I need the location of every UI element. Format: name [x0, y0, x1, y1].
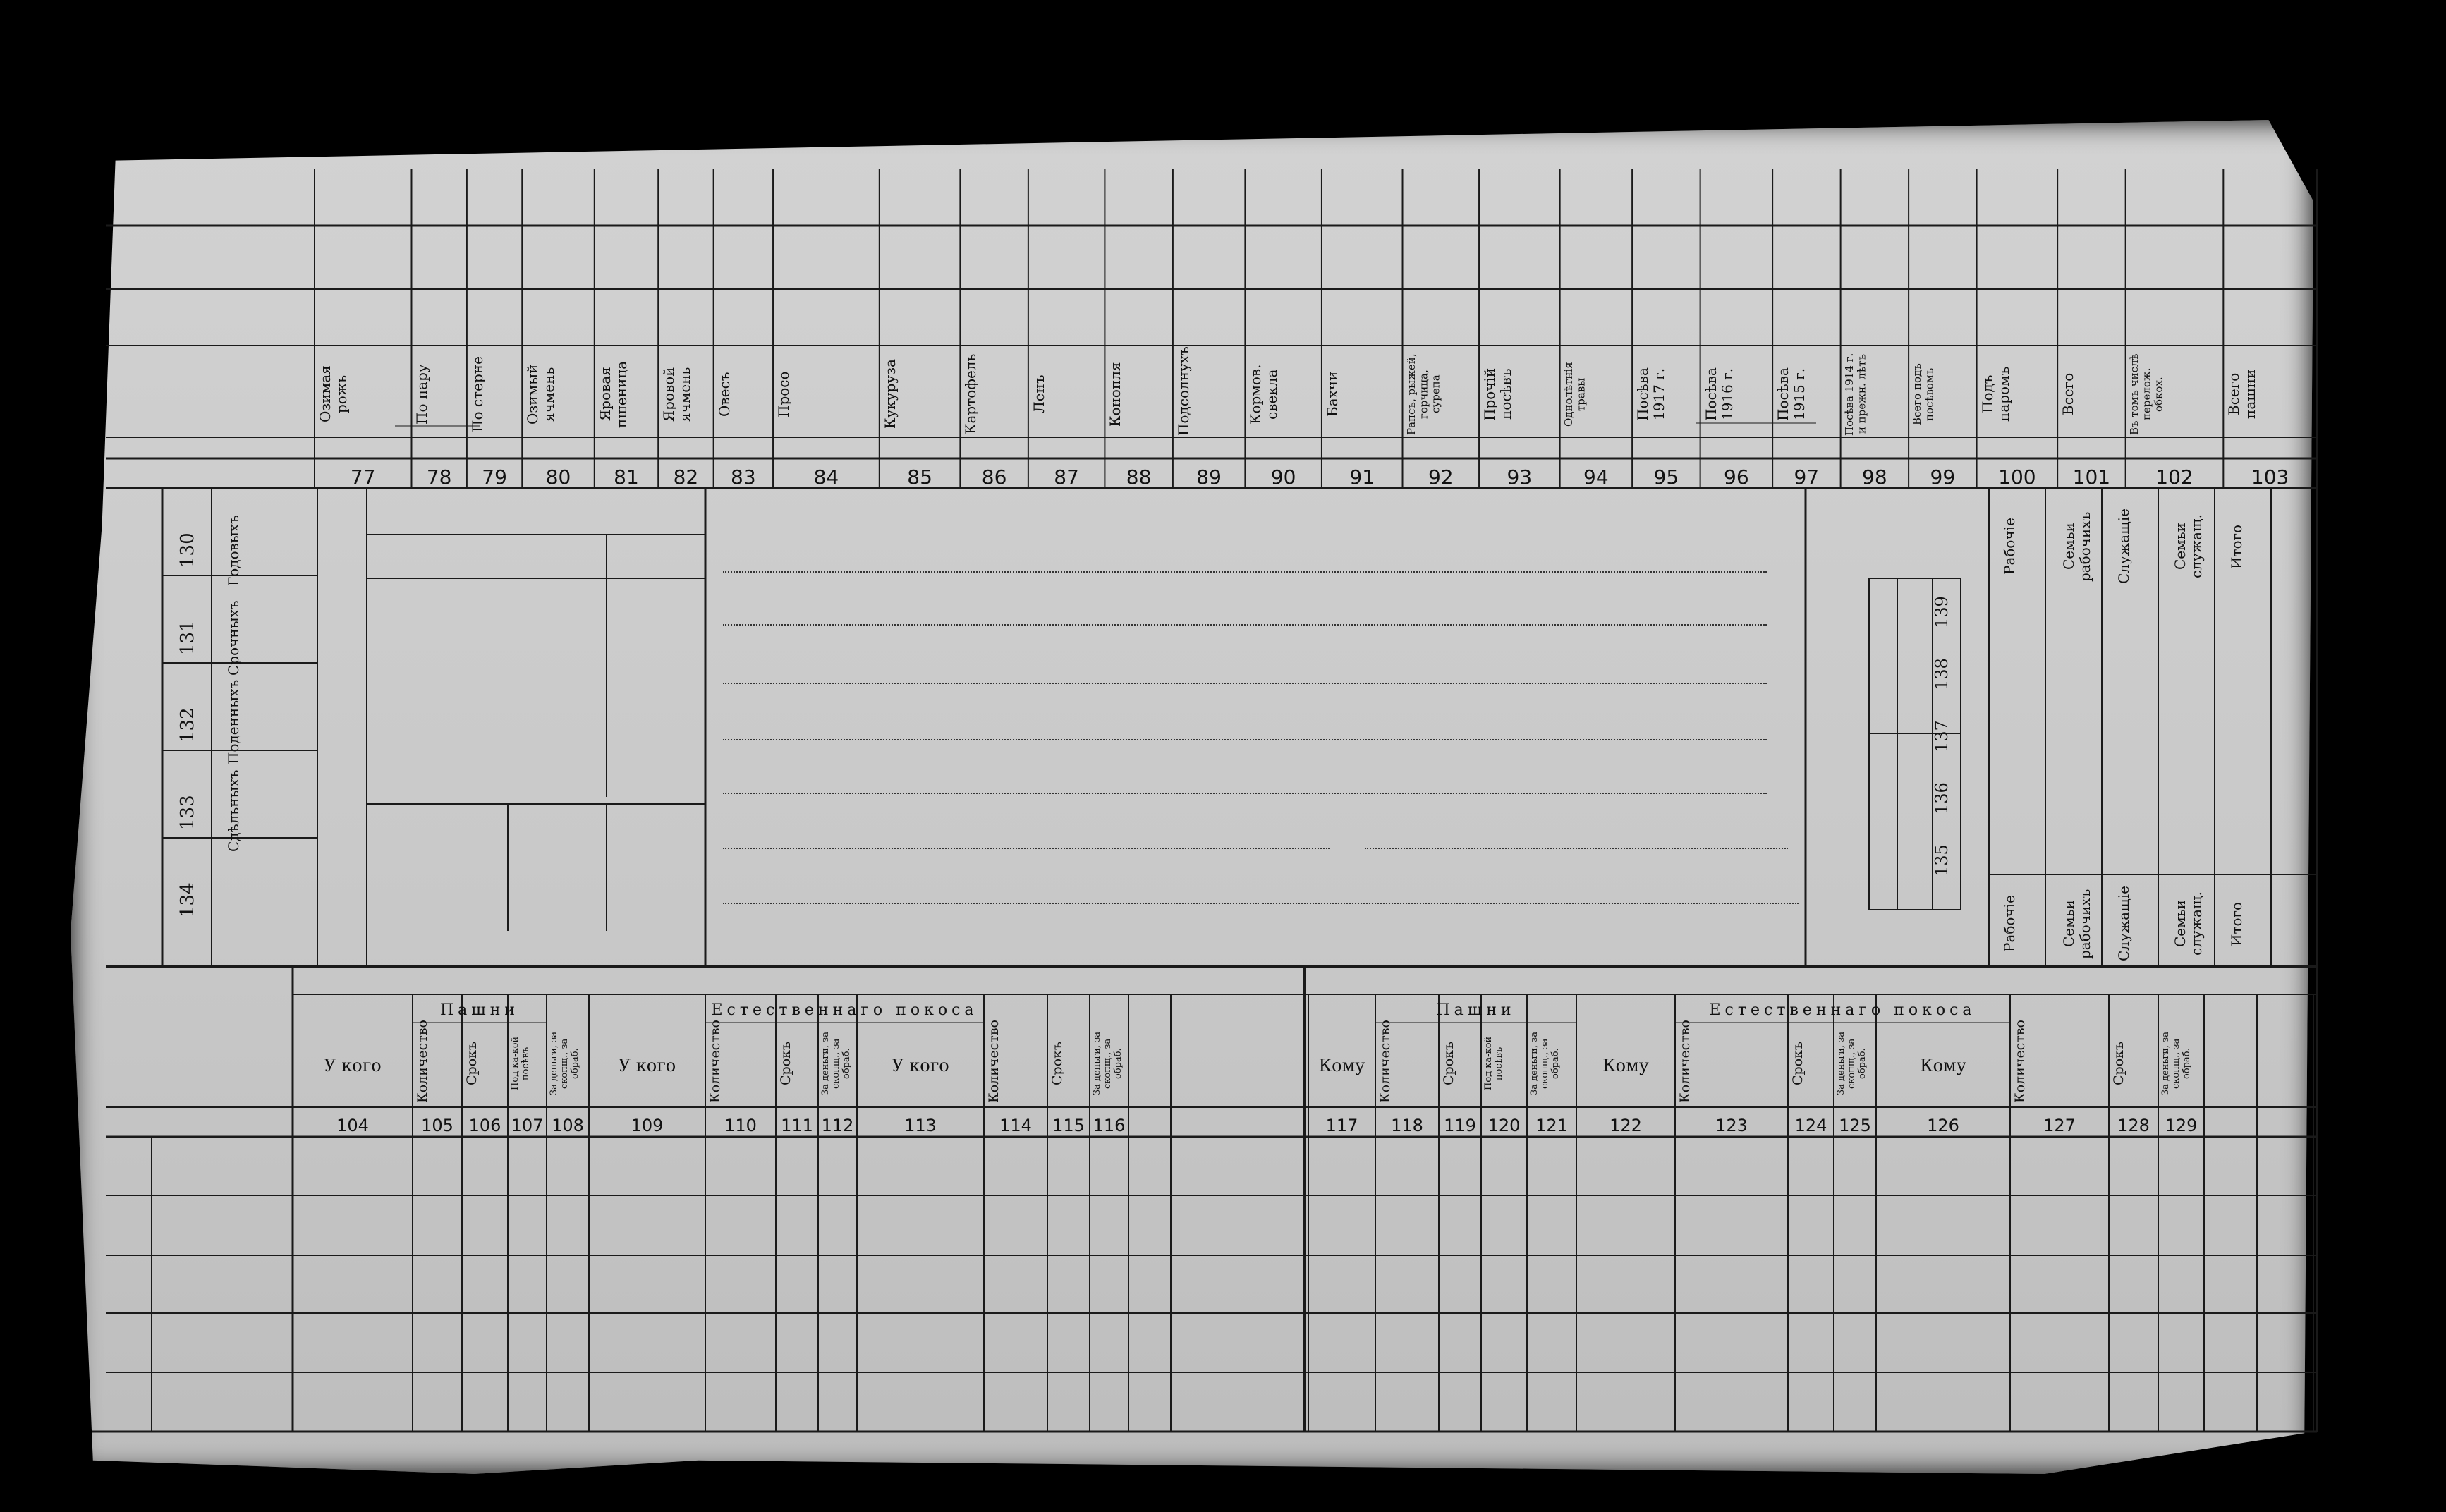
private-line-1 [723, 571, 1767, 573]
private-line-3 [723, 683, 1767, 684]
crop-num-89: 89 [1196, 465, 1222, 489]
crop-label-85: Кукуруза [881, 359, 899, 429]
sdacha-header-118: Количество [1377, 1020, 1393, 1103]
sdacha-num-118: 118 [1391, 1116, 1423, 1135]
labor-num-131: 131 [177, 620, 198, 655]
arenda-num-106: 106 [468, 1116, 501, 1135]
crop-label-102: Въ томъ числѣ перелож. обкох. [2127, 353, 2165, 435]
crop-label-79: По стерне [468, 356, 486, 432]
crop-label-77: Озимая рожь [317, 365, 350, 423]
population-num-135: 135 [1932, 844, 1952, 877]
crop-num-94: 94 [1583, 465, 1609, 489]
sdacha-num-128: 128 [2117, 1116, 2150, 1135]
crop-label-87: Ленъ [1030, 374, 1047, 414]
crop-label-80: Озимый ячмень [524, 364, 558, 425]
crop-label-89: Подсолнухъ [1174, 346, 1192, 436]
sdacha-header-125: За деньги, за скопщ., за обраб. [1836, 1032, 1868, 1096]
crop-label-84: Просо [775, 371, 793, 417]
worker-col-0-bot: Рабочіе [2001, 895, 2018, 953]
worker-col-4-bot: Итого [2228, 901, 2245, 946]
crop-num-101: 101 [2072, 465, 2111, 489]
arenda-num-112: 112 [821, 1116, 854, 1135]
labor-num-134: 134 [177, 882, 198, 917]
crop-num-93: 93 [1507, 465, 1533, 489]
worker-col-2-bot: Служащіе [2115, 886, 2132, 962]
crop-num-92: 92 [1428, 465, 1454, 489]
crop-label-93: Прочій посѣвъ [1481, 367, 1515, 421]
sdacha-pashni: Пашни [1436, 1001, 1516, 1019]
crop-num-80: 80 [545, 465, 571, 489]
sdacha-num-117: 117 [1325, 1116, 1358, 1135]
crop-num-95: 95 [1653, 465, 1679, 489]
crop-label-88: Конопля [1107, 362, 1124, 427]
crop-num-85: 85 [907, 465, 932, 489]
sdacha-header-120: Под ка-кой посѣвъ [1483, 1036, 1504, 1091]
crop-label-83: Овесъ [715, 372, 733, 417]
population-num-136: 136 [1932, 782, 1952, 815]
arenda-header-104: У кого [324, 1056, 382, 1075]
crop-num-91: 91 [1349, 465, 1375, 489]
labor-label-133: Сдѣльныхъ [225, 769, 242, 852]
sdacha-num-127: 127 [2043, 1116, 2076, 1135]
arenda-num-116: 116 [1093, 1116, 1126, 1135]
labor-label-131: Срочныхъ [225, 600, 242, 676]
arenda-num-108: 108 [552, 1116, 584, 1135]
crop-label-82: Яровой ячмень [660, 367, 694, 422]
crop-num-84: 84 [813, 465, 839, 489]
arenda-header-108: За деньги, за скопщ., за обраб. [549, 1032, 580, 1096]
crop-label-95: Посѣва 1917 г. [1634, 367, 1668, 421]
worker-col-3-bot: Семьи служащ. [2172, 891, 2205, 956]
worker-col-3-top: Семьи служащ. [2172, 514, 2205, 579]
sdacha-num-119: 119 [1444, 1116, 1476, 1135]
crop-num-98: 98 [1862, 465, 1887, 489]
distance-village [1365, 848, 1788, 849]
private-line-4 [723, 739, 1767, 740]
crop-num-82: 82 [673, 465, 699, 489]
crop-num-79: 79 [482, 465, 507, 489]
worker-col-1-top: Семьи рабочихъ [2060, 511, 2093, 582]
sdacha-header-117: Кому [1318, 1056, 1365, 1075]
sdacha-num-124: 124 [1794, 1116, 1827, 1135]
arenda-num-104: 104 [336, 1116, 369, 1135]
crop-num-77: 77 [350, 465, 376, 489]
crop-num-100: 100 [1998, 465, 2036, 489]
labor-num-132: 132 [177, 707, 198, 743]
crop-num-102: 102 [2155, 465, 2194, 489]
group-nadelnykh [93, 1141, 135, 1254]
crop-num-81: 81 [614, 465, 639, 489]
crop-num-99: 99 [1930, 465, 1956, 489]
sdacha-num-120: 120 [1487, 1116, 1521, 1135]
sdacha-header-122: Кому [1602, 1056, 1649, 1075]
arenda-header-107: Под ка-кой посѣвъ [510, 1036, 531, 1091]
sdacha-header-129: За деньги, за скопщ., за обраб. [2160, 1032, 2192, 1096]
crop-num-103: 103 [2251, 465, 2289, 489]
labor-num-130: 130 [177, 532, 198, 568]
arenda-header-116: За деньги, за скопщ., за обраб. [1092, 1032, 1124, 1096]
crop-num-87: 87 [1054, 465, 1079, 489]
crop-label-96: Посѣва 1916 г. [1702, 367, 1736, 421]
sdacha-num-123: 123 [1715, 1116, 1748, 1135]
arenda-header-113: У кого [892, 1056, 949, 1075]
arenda-num-109: 109 [631, 1116, 664, 1135]
sdacha-header-121: За деньги, за скопщ., за обраб. [1529, 1032, 1561, 1096]
arenda-num-105: 105 [421, 1116, 454, 1135]
sdacha-pokos: Естественнаго покоса [1709, 1001, 1976, 1019]
arenda-pashni: Пашни [439, 1001, 520, 1019]
crop-label-78: По пару [413, 364, 431, 425]
sdacha-header-128: Срокъ [2111, 1041, 2126, 1086]
arenda-header-111: Срокъ [778, 1041, 793, 1086]
private-line-7 [723, 903, 1259, 904]
distance-market [1262, 903, 1799, 904]
worker-col-1-bot: Семьи рабочихъ [2060, 889, 2093, 959]
arenda-header-105: Количество [415, 1020, 430, 1103]
population-num-139: 139 [1932, 596, 1952, 628]
arenda-num-115: 115 [1052, 1116, 1085, 1135]
crop-num-83: 83 [731, 465, 756, 489]
crop-num-97: 97 [1794, 465, 1820, 489]
group-nenadelnykh [93, 1262, 135, 1410]
labor-num-133: 133 [177, 795, 198, 830]
worker-col-4-top: Итого [2228, 524, 2245, 569]
arenda-num-110: 110 [724, 1116, 757, 1135]
crop-num-90: 90 [1270, 465, 1296, 489]
crop-num-78: 78 [426, 465, 452, 489]
sdacha-num-126: 126 [1927, 1116, 1959, 1135]
sdacha-num-122: 122 [1610, 1116, 1642, 1135]
hired-labor-vertical [324, 508, 374, 945]
population-vertical [1807, 508, 1866, 959]
crop-num-86: 86 [981, 465, 1007, 489]
sdacha-header-124: Срокъ [1790, 1041, 1806, 1086]
sdacha-header-119: Срокъ [1441, 1041, 1456, 1086]
crop-label-100: Подъ паромъ [1978, 366, 2012, 422]
crop-label-101: Всего [2059, 372, 2077, 416]
crop-label-81: Яровая пшеница [596, 360, 630, 428]
arenda-num-114: 114 [999, 1116, 1032, 1135]
labor-label-132: Поденныхъ [225, 679, 242, 764]
private-line-6 [723, 848, 1330, 849]
crop-num-88: 88 [1126, 465, 1152, 489]
arenda-pokos: Естественнаго покоса [711, 1001, 978, 1019]
crop-num-96: 96 [1724, 465, 1749, 489]
crop-label-97: Посѣва 1915 г. [1775, 367, 1808, 421]
sdacha-num-121: 121 [1535, 1116, 1568, 1135]
sdacha-header-126: Кому [1920, 1056, 1966, 1075]
population-num-138: 138 [1932, 658, 1952, 690]
sdacha-num-125: 125 [1839, 1116, 1871, 1135]
crop-label-99: Всего подъ посѣвомъ [1911, 363, 1936, 425]
sdacha-num-129: 129 [2165, 1116, 2198, 1135]
arenda-header-114: Количество [986, 1020, 1002, 1103]
arenda-header-112: За деньги, за скопщ., за обраб. [820, 1032, 852, 1096]
sdacha-header-127: Количество [2012, 1020, 2028, 1103]
crop-label-91: Бахчи [1323, 371, 1341, 417]
crop-label-103: Всего пашни [2225, 369, 2259, 420]
crop-label-94: Однолѣтнія травы [1562, 362, 1587, 427]
private-line-5 [723, 793, 1767, 794]
worker-col-2-top: Служащіе [2115, 508, 2132, 585]
arenda-num-111: 111 [781, 1116, 813, 1135]
worker-col-0-top: Рабочіе [2001, 518, 2018, 575]
arenda-header-106: Срокъ [464, 1041, 480, 1086]
arenda-num-107: 107 [511, 1116, 544, 1135]
sdacha-header-123: Количество [1677, 1020, 1693, 1103]
arenda-num-113: 113 [904, 1116, 937, 1135]
labor-label-130: Годовыхъ [225, 515, 242, 587]
arenda-header-110: Количество [707, 1020, 723, 1103]
crop-label-90: Кормов. свекла [1247, 364, 1281, 425]
private-line-2 [723, 624, 1767, 626]
crop-label-92: Рапсъ, рыжей, горчица, сурепа [1404, 353, 1442, 435]
arenda-header-115: Срокъ [1049, 1041, 1065, 1086]
crop-label-98: Посѣва 1914 г. и прежн. лѣтъ [1842, 353, 1868, 436]
population-num-137: 137 [1932, 720, 1952, 752]
crop-label-86: Картофель [962, 353, 980, 435]
arenda-header-109: У кого [618, 1056, 676, 1075]
